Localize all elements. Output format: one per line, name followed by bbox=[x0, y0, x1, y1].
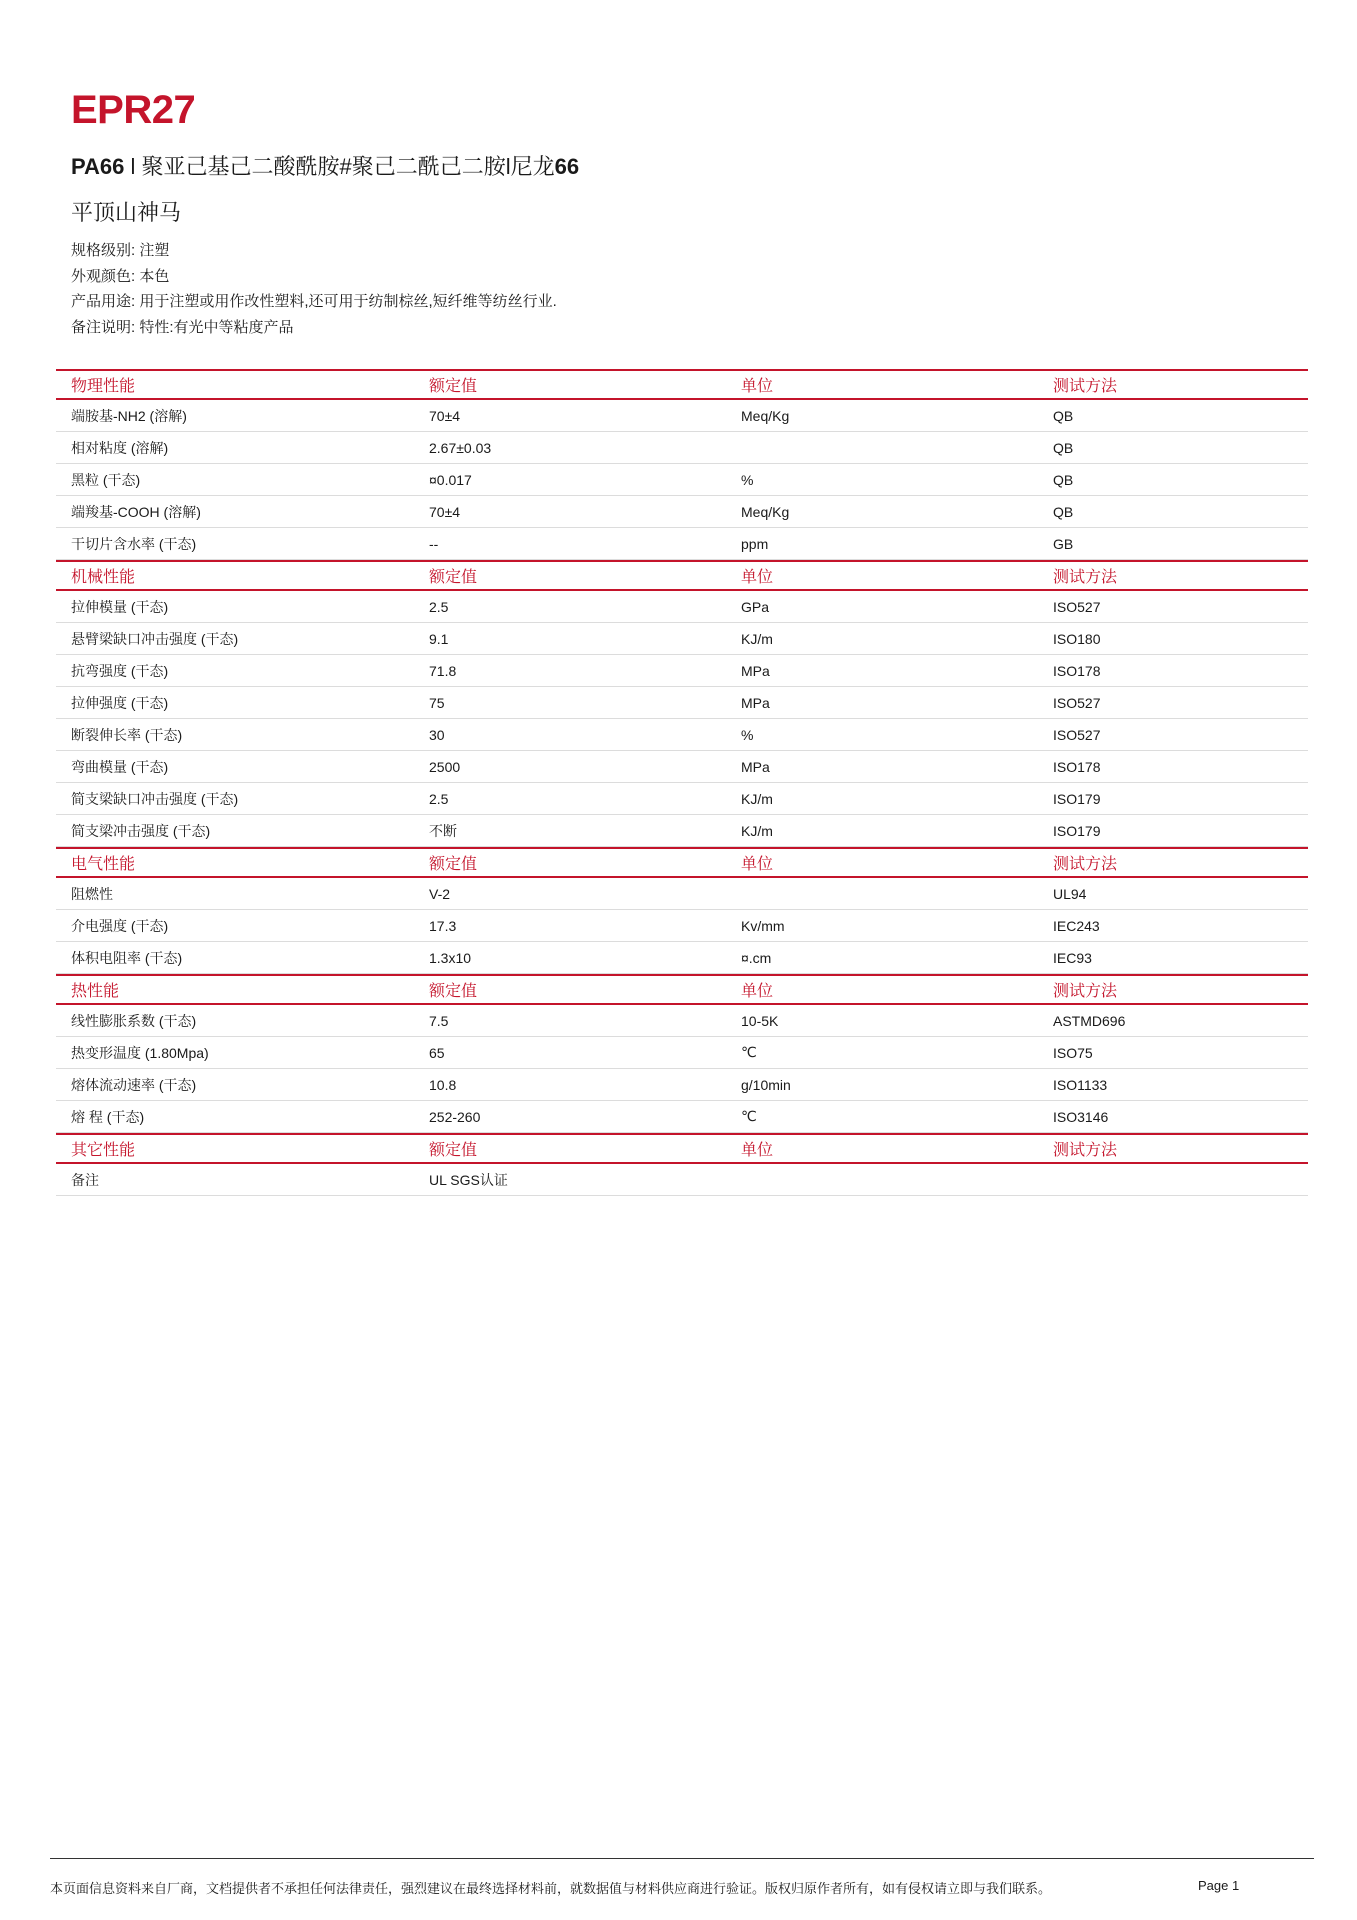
table-row bbox=[56, 815, 1308, 847]
section-title: 热性能 bbox=[71, 983, 120, 1000]
property-unit: % bbox=[741, 726, 754, 743]
property-value: V-2 bbox=[429, 885, 451, 902]
property-name: 断裂伸长率 (干态) bbox=[71, 726, 183, 743]
property-value: 2.5 bbox=[429, 598, 449, 615]
property-value: UL SGS认证 bbox=[429, 1171, 508, 1188]
property-method: ISO178 bbox=[1053, 662, 1101, 679]
property-unit: Kv/mm bbox=[741, 917, 785, 934]
section-header-electrical bbox=[56, 847, 1308, 878]
info-remark: 备注说明: 特性:有光中等粘度产品 bbox=[71, 318, 294, 336]
table-row bbox=[56, 400, 1308, 432]
table-row bbox=[56, 496, 1308, 528]
property-name: 抗弯强度 (干态) bbox=[71, 662, 169, 679]
property-value: 252-260 bbox=[429, 1108, 481, 1125]
property-name: 熔体流动速率 (干态) bbox=[71, 1076, 197, 1093]
property-unit: KJ/m bbox=[741, 630, 773, 647]
property-value: 7.5 bbox=[429, 1012, 449, 1029]
property-name: 阻燃性 bbox=[71, 885, 113, 902]
table-row bbox=[56, 878, 1308, 910]
table-row bbox=[56, 942, 1308, 974]
property-name: 拉伸模量 (干态) bbox=[71, 598, 169, 615]
column-value: 额定值 bbox=[429, 1142, 478, 1159]
property-name: 简支梁冲击强度 (干态) bbox=[71, 822, 211, 839]
property-name: 线性膨胀系数 (干态) bbox=[71, 1012, 197, 1029]
column-value: 额定值 bbox=[429, 569, 478, 586]
column-unit: 单位 bbox=[741, 1142, 774, 1159]
table-row bbox=[56, 1164, 1308, 1196]
property-name: 端羧基-COOH (溶解) bbox=[71, 503, 201, 520]
property-value: 17.3 bbox=[429, 917, 457, 934]
column-unit: 单位 bbox=[741, 856, 774, 873]
table-row bbox=[56, 719, 1308, 751]
property-value: 2500 bbox=[429, 758, 461, 775]
property-method: QB bbox=[1053, 439, 1074, 456]
section-title: 电气性能 bbox=[71, 856, 136, 873]
table-row bbox=[56, 1101, 1308, 1133]
table-row bbox=[56, 528, 1308, 560]
property-unit: % bbox=[741, 471, 754, 488]
property-value: 9.1 bbox=[429, 630, 449, 647]
property-value: 75 bbox=[429, 694, 445, 711]
property-unit: ppm bbox=[741, 535, 769, 552]
property-method: UL94 bbox=[1053, 885, 1087, 902]
property-name: 备注 bbox=[71, 1171, 99, 1188]
subtitle-suffix: 66 bbox=[554, 154, 580, 179]
table-row bbox=[56, 1037, 1308, 1069]
property-unit: MPa bbox=[741, 662, 770, 679]
property-name: 熔 程 (干态) bbox=[71, 1108, 145, 1125]
info-usage: 产品用途: 用于注塑或用作改性塑料,还可用于纺制棕丝,短纤维等纺丝行业. bbox=[71, 293, 557, 310]
property-name: 端胺基-NH2 (溶解) bbox=[71, 407, 187, 424]
column-method: 测试方法 bbox=[1053, 1142, 1118, 1159]
table-row bbox=[56, 910, 1308, 942]
product-info bbox=[71, 238, 557, 340]
property-method: ISO527 bbox=[1053, 694, 1101, 711]
property-value: 70±4 bbox=[429, 503, 461, 520]
column-value: 额定值 bbox=[429, 378, 478, 395]
info-grade: 规格级别: 注塑 bbox=[71, 242, 170, 259]
table-row bbox=[56, 591, 1308, 623]
info-color: 外观颜色: 本色 bbox=[71, 267, 170, 285]
page-number: Page 1 bbox=[1198, 1878, 1240, 1893]
product-subtitle bbox=[71, 150, 579, 181]
property-name: 弯曲模量 (干态) bbox=[71, 758, 169, 775]
section-header-thermal bbox=[56, 974, 1308, 1005]
column-value: 额定值 bbox=[429, 856, 478, 873]
property-name: 黑粒 (干态) bbox=[71, 471, 141, 488]
property-method: QB bbox=[1053, 407, 1074, 424]
table-row bbox=[56, 687, 1308, 719]
product-title: EPR27 bbox=[71, 88, 196, 132]
property-method: ISO179 bbox=[1053, 822, 1101, 839]
property-method: ISO527 bbox=[1053, 726, 1101, 743]
property-method: ASTMD696 bbox=[1053, 1012, 1126, 1029]
table-row bbox=[56, 1005, 1308, 1037]
property-method: IEC93 bbox=[1053, 949, 1092, 966]
property-value: -- bbox=[429, 535, 439, 552]
table-row bbox=[56, 655, 1308, 687]
property-unit: 10-5K bbox=[741, 1012, 779, 1029]
property-unit: GPa bbox=[741, 598, 770, 615]
property-method: GB bbox=[1053, 535, 1074, 552]
property-value: 10.8 bbox=[429, 1076, 457, 1093]
property-method: QB bbox=[1053, 471, 1074, 488]
property-unit: g/10min bbox=[741, 1076, 791, 1093]
property-method: ISO1133 bbox=[1053, 1076, 1108, 1093]
footer-divider bbox=[50, 1858, 1314, 1859]
property-unit: MPa bbox=[741, 694, 770, 711]
property-unit: ℃ bbox=[741, 1044, 757, 1060]
manufacturer: 平顶山神马 bbox=[71, 200, 182, 225]
property-name: 悬臂梁缺口冲击强度 (干态) bbox=[71, 630, 239, 647]
property-name: 体积电阻率 (干态) bbox=[71, 949, 183, 966]
column-unit: 单位 bbox=[741, 983, 774, 1000]
property-name: 相对粘度 (溶解) bbox=[71, 439, 169, 456]
property-value: 30 bbox=[429, 726, 445, 743]
table-row bbox=[56, 751, 1308, 783]
section-header-mechanical bbox=[56, 560, 1308, 591]
property-unit: Meq/Kg bbox=[741, 407, 790, 424]
column-unit: 单位 bbox=[741, 378, 774, 395]
table-row bbox=[56, 1069, 1308, 1101]
table-row bbox=[56, 783, 1308, 815]
subtitle-code: PA66 bbox=[71, 154, 125, 179]
property-method: QB bbox=[1053, 503, 1074, 520]
property-method: ISO527 bbox=[1053, 598, 1101, 615]
property-unit: ¤.cm bbox=[741, 949, 772, 966]
property-name: 热变形温度 (1.80Mpa) bbox=[71, 1044, 209, 1061]
property-value: 2.5 bbox=[429, 790, 449, 807]
property-unit: Meq/Kg bbox=[741, 503, 790, 520]
property-value: 1.3x10 bbox=[429, 949, 472, 966]
property-value: 65 bbox=[429, 1044, 445, 1061]
footer-disclaimer: 本页面信息资料来自厂商，文档提供者不承担任何法律责任，强烈建议在最终选择材料前，就数据值与材料供应商进行验证。版权归原作者所有，如有侵权请立即与我们联系。 bbox=[50, 1881, 1052, 1896]
property-method: ISO75 bbox=[1053, 1044, 1093, 1061]
column-unit: 单位 bbox=[741, 569, 774, 586]
column-method: 测试方法 bbox=[1053, 378, 1118, 395]
property-name: 介电强度 (干态) bbox=[71, 917, 169, 934]
property-name: 干切片含水率 (干态) bbox=[71, 535, 197, 552]
property-method: IEC243 bbox=[1053, 917, 1100, 934]
property-name: 简支梁缺口冲击强度 (干态) bbox=[71, 790, 239, 807]
property-value: 71.8 bbox=[429, 662, 457, 679]
property-method: ISO178 bbox=[1053, 758, 1101, 775]
property-value: 不断 bbox=[429, 822, 457, 839]
subtitle-name: l 聚亚己基己二酸酰胺#聚己二酰己二胺l尼龙 bbox=[124, 154, 555, 179]
section-title: 物理性能 bbox=[71, 378, 136, 395]
table-row bbox=[56, 623, 1308, 655]
property-name: 拉伸强度 (干态) bbox=[71, 694, 169, 711]
property-method: ISO179 bbox=[1053, 790, 1101, 807]
property-value: 2.67±0.03 bbox=[429, 439, 492, 456]
property-method: ISO3146 bbox=[1053, 1108, 1109, 1125]
property-unit: ℃ bbox=[741, 1108, 757, 1124]
table-row bbox=[56, 432, 1308, 464]
section-header-other bbox=[56, 1133, 1308, 1164]
property-unit: MPa bbox=[741, 758, 770, 775]
property-value: 70±4 bbox=[429, 407, 461, 424]
property-unit: KJ/m bbox=[741, 790, 773, 807]
column-method: 测试方法 bbox=[1053, 983, 1118, 1000]
property-unit: KJ/m bbox=[741, 822, 773, 839]
column-value: 额定值 bbox=[429, 983, 478, 1000]
column-method: 测试方法 bbox=[1053, 569, 1118, 586]
property-table bbox=[56, 369, 1308, 1196]
section-header-physical bbox=[56, 369, 1308, 400]
property-method: ISO180 bbox=[1053, 630, 1101, 647]
table-row bbox=[56, 464, 1308, 496]
section-title: 机械性能 bbox=[71, 569, 136, 586]
property-value: ¤0.017 bbox=[429, 471, 472, 488]
column-method: 测试方法 bbox=[1053, 856, 1118, 873]
section-title: 其它性能 bbox=[71, 1142, 136, 1159]
